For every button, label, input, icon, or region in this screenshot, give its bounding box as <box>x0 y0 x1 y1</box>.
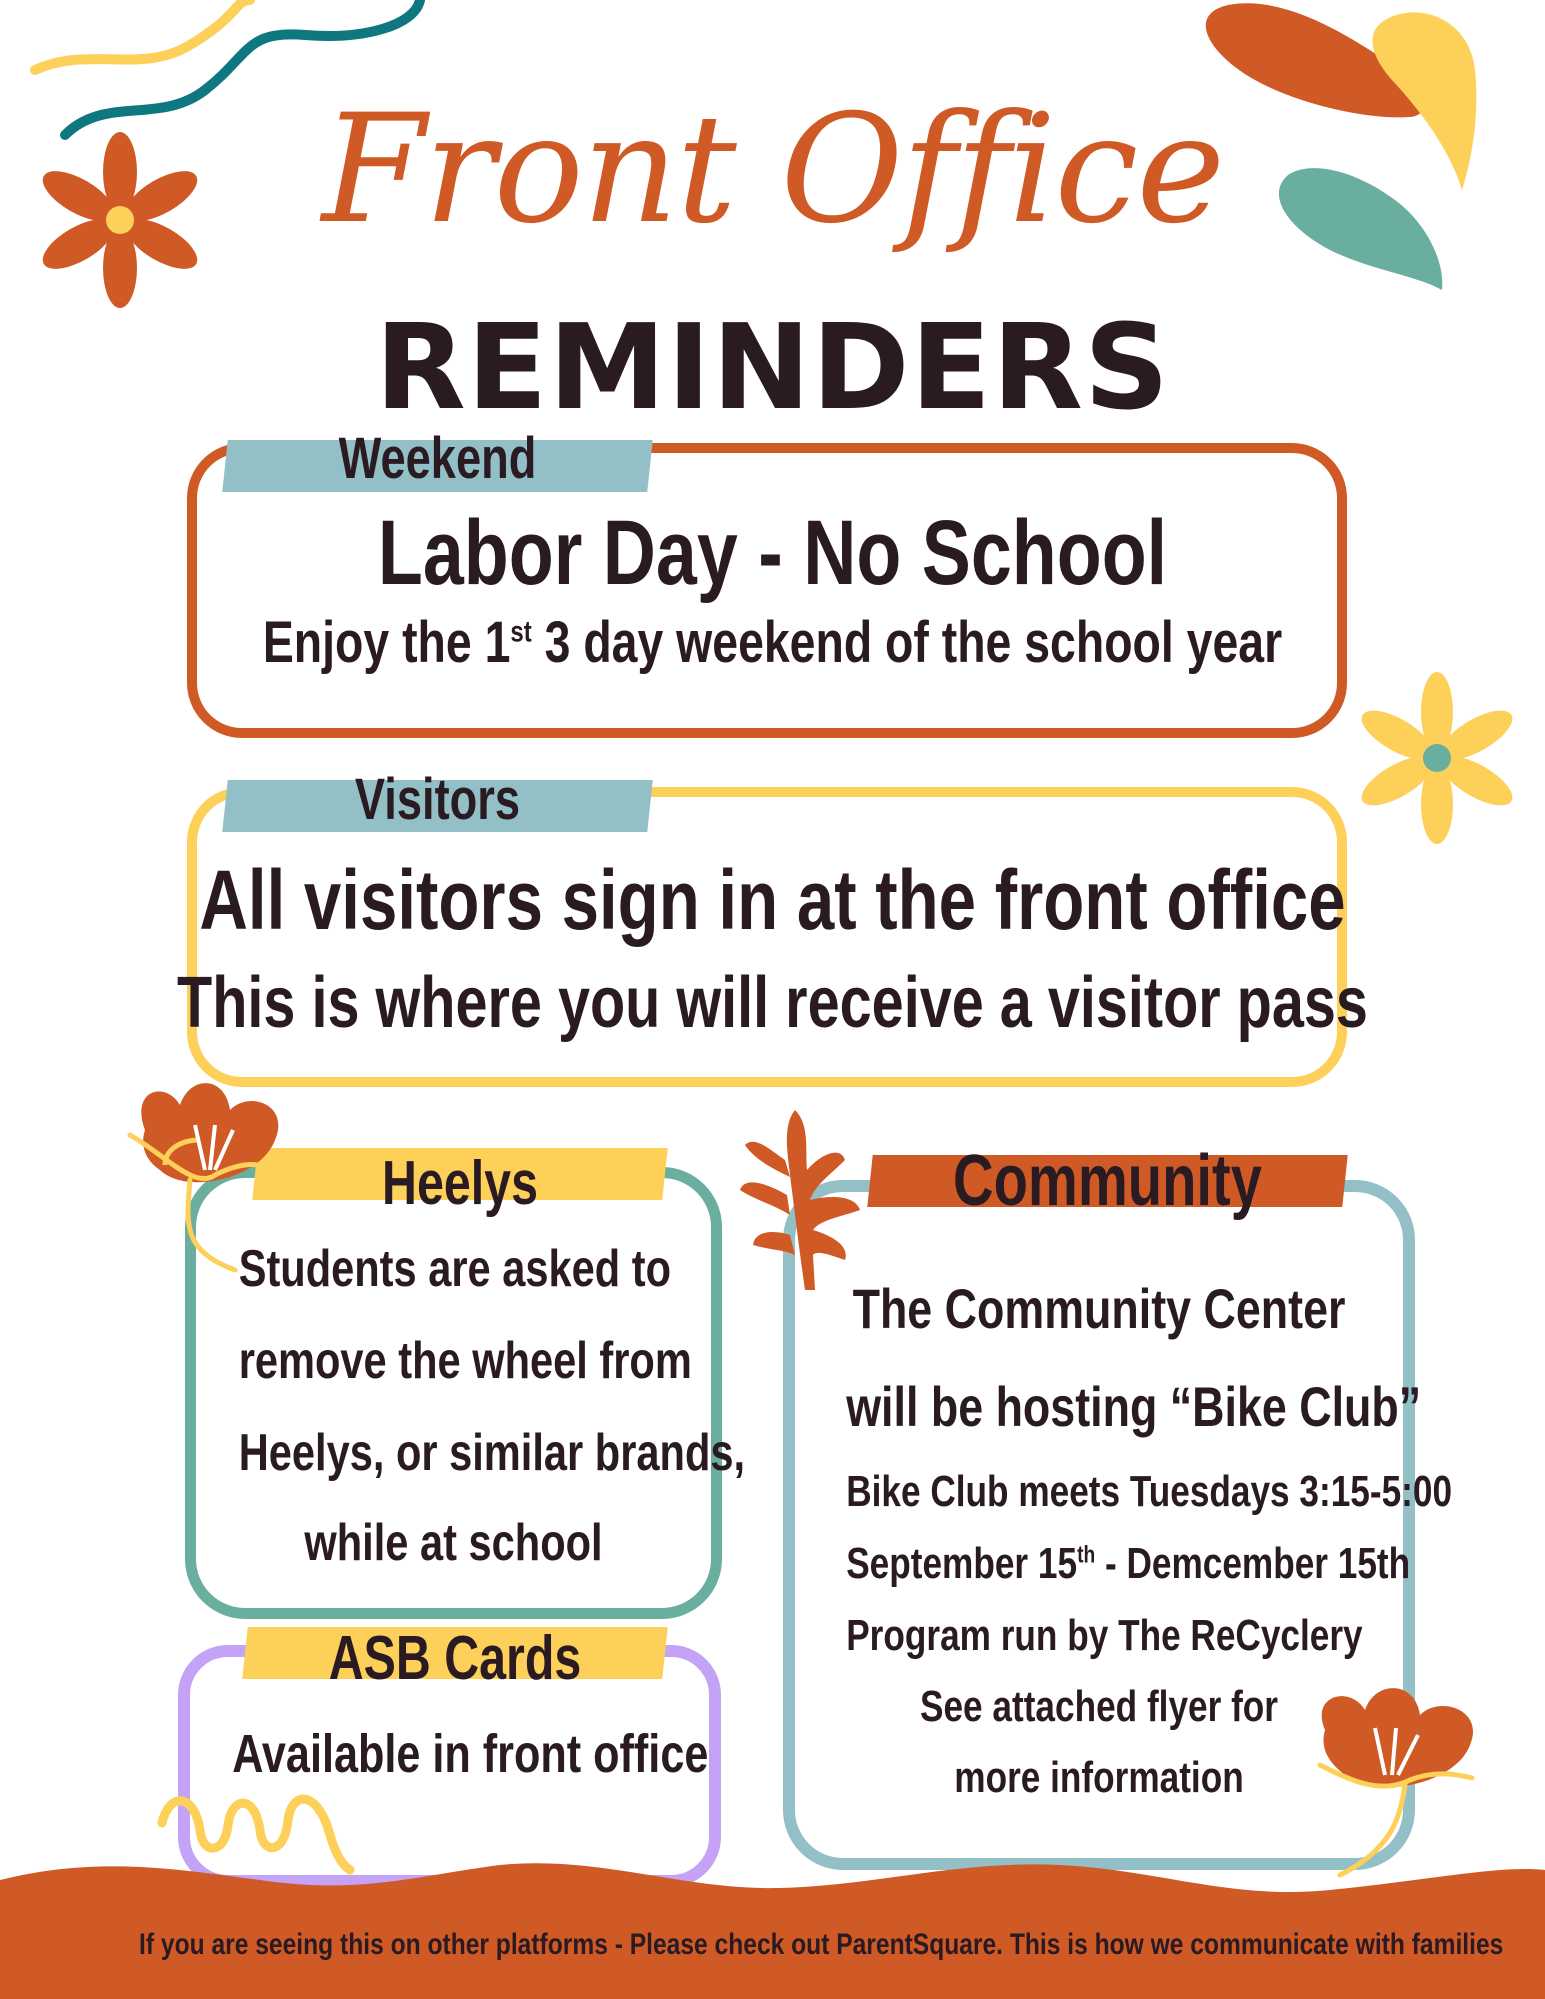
weekend-tag: Weekend <box>338 426 537 491</box>
coral-leaf-icon <box>735 1105 865 1295</box>
community-line-4-post: - Demcember 15th <box>1095 1539 1411 1588</box>
community-line-3: Bike Club meets Tuesdays 3:15-5:00 <box>846 1467 1453 1516</box>
visitors-tag: Visitors <box>354 767 521 832</box>
community-line-4-pre: September 15 <box>846 1539 1078 1588</box>
community-line-5: Program run by The ReCyclery <box>846 1611 1363 1660</box>
heelys-line-2: remove the wheel from <box>238 1332 692 1390</box>
community-line-6: See attached flyer for <box>920 1682 1278 1731</box>
footer-notice: If you are seeing this on other platforms - Please check out ParentSquare. This is how we communicate with families <box>139 1928 1504 1961</box>
community-line-7: more information <box>954 1753 1244 1802</box>
visitors-line-1: All visitors sign in at the front office <box>199 853 1346 947</box>
weekend-headline: Labor Day - No School <box>377 502 1168 604</box>
community-tag: Community <box>953 1141 1262 1221</box>
weekend-subtext-pre: Enjoy the 1 <box>262 610 511 675</box>
community-line-4 <box>846 1538 1411 1591</box>
poppy-icon <box>1300 1680 1500 1880</box>
asb-line: Available in front office <box>232 1724 709 1784</box>
page-title-script: Front Office <box>321 83 1224 257</box>
heelys-line-4: while at school <box>304 1514 603 1572</box>
community-line-2: will be hosting “Bike Club” <box>846 1375 1422 1438</box>
poppy-icon <box>125 1070 295 1280</box>
weekend-subtext-post: 3 day weekend of the school year <box>531 610 1283 675</box>
heelys-line-3: Heelys, or similar brands, <box>238 1424 746 1482</box>
asb-tag: ASB Cards <box>328 1624 582 1693</box>
weekend-subtext <box>155 608 1391 678</box>
heelys-tag: Heelys <box>382 1149 538 1218</box>
weekend-subtext-sup: st <box>510 615 532 649</box>
heelys-line-1: Students are asked to <box>238 1240 672 1298</box>
visitors-line-2: This is where you will receive a visitor pass <box>177 963 1368 1043</box>
flower-icon <box>1355 670 1520 845</box>
community-line-4-sup: th <box>1077 1541 1096 1569</box>
page-title: REMINDERS <box>375 298 1170 436</box>
community-line-1: The Community Center <box>852 1277 1346 1340</box>
